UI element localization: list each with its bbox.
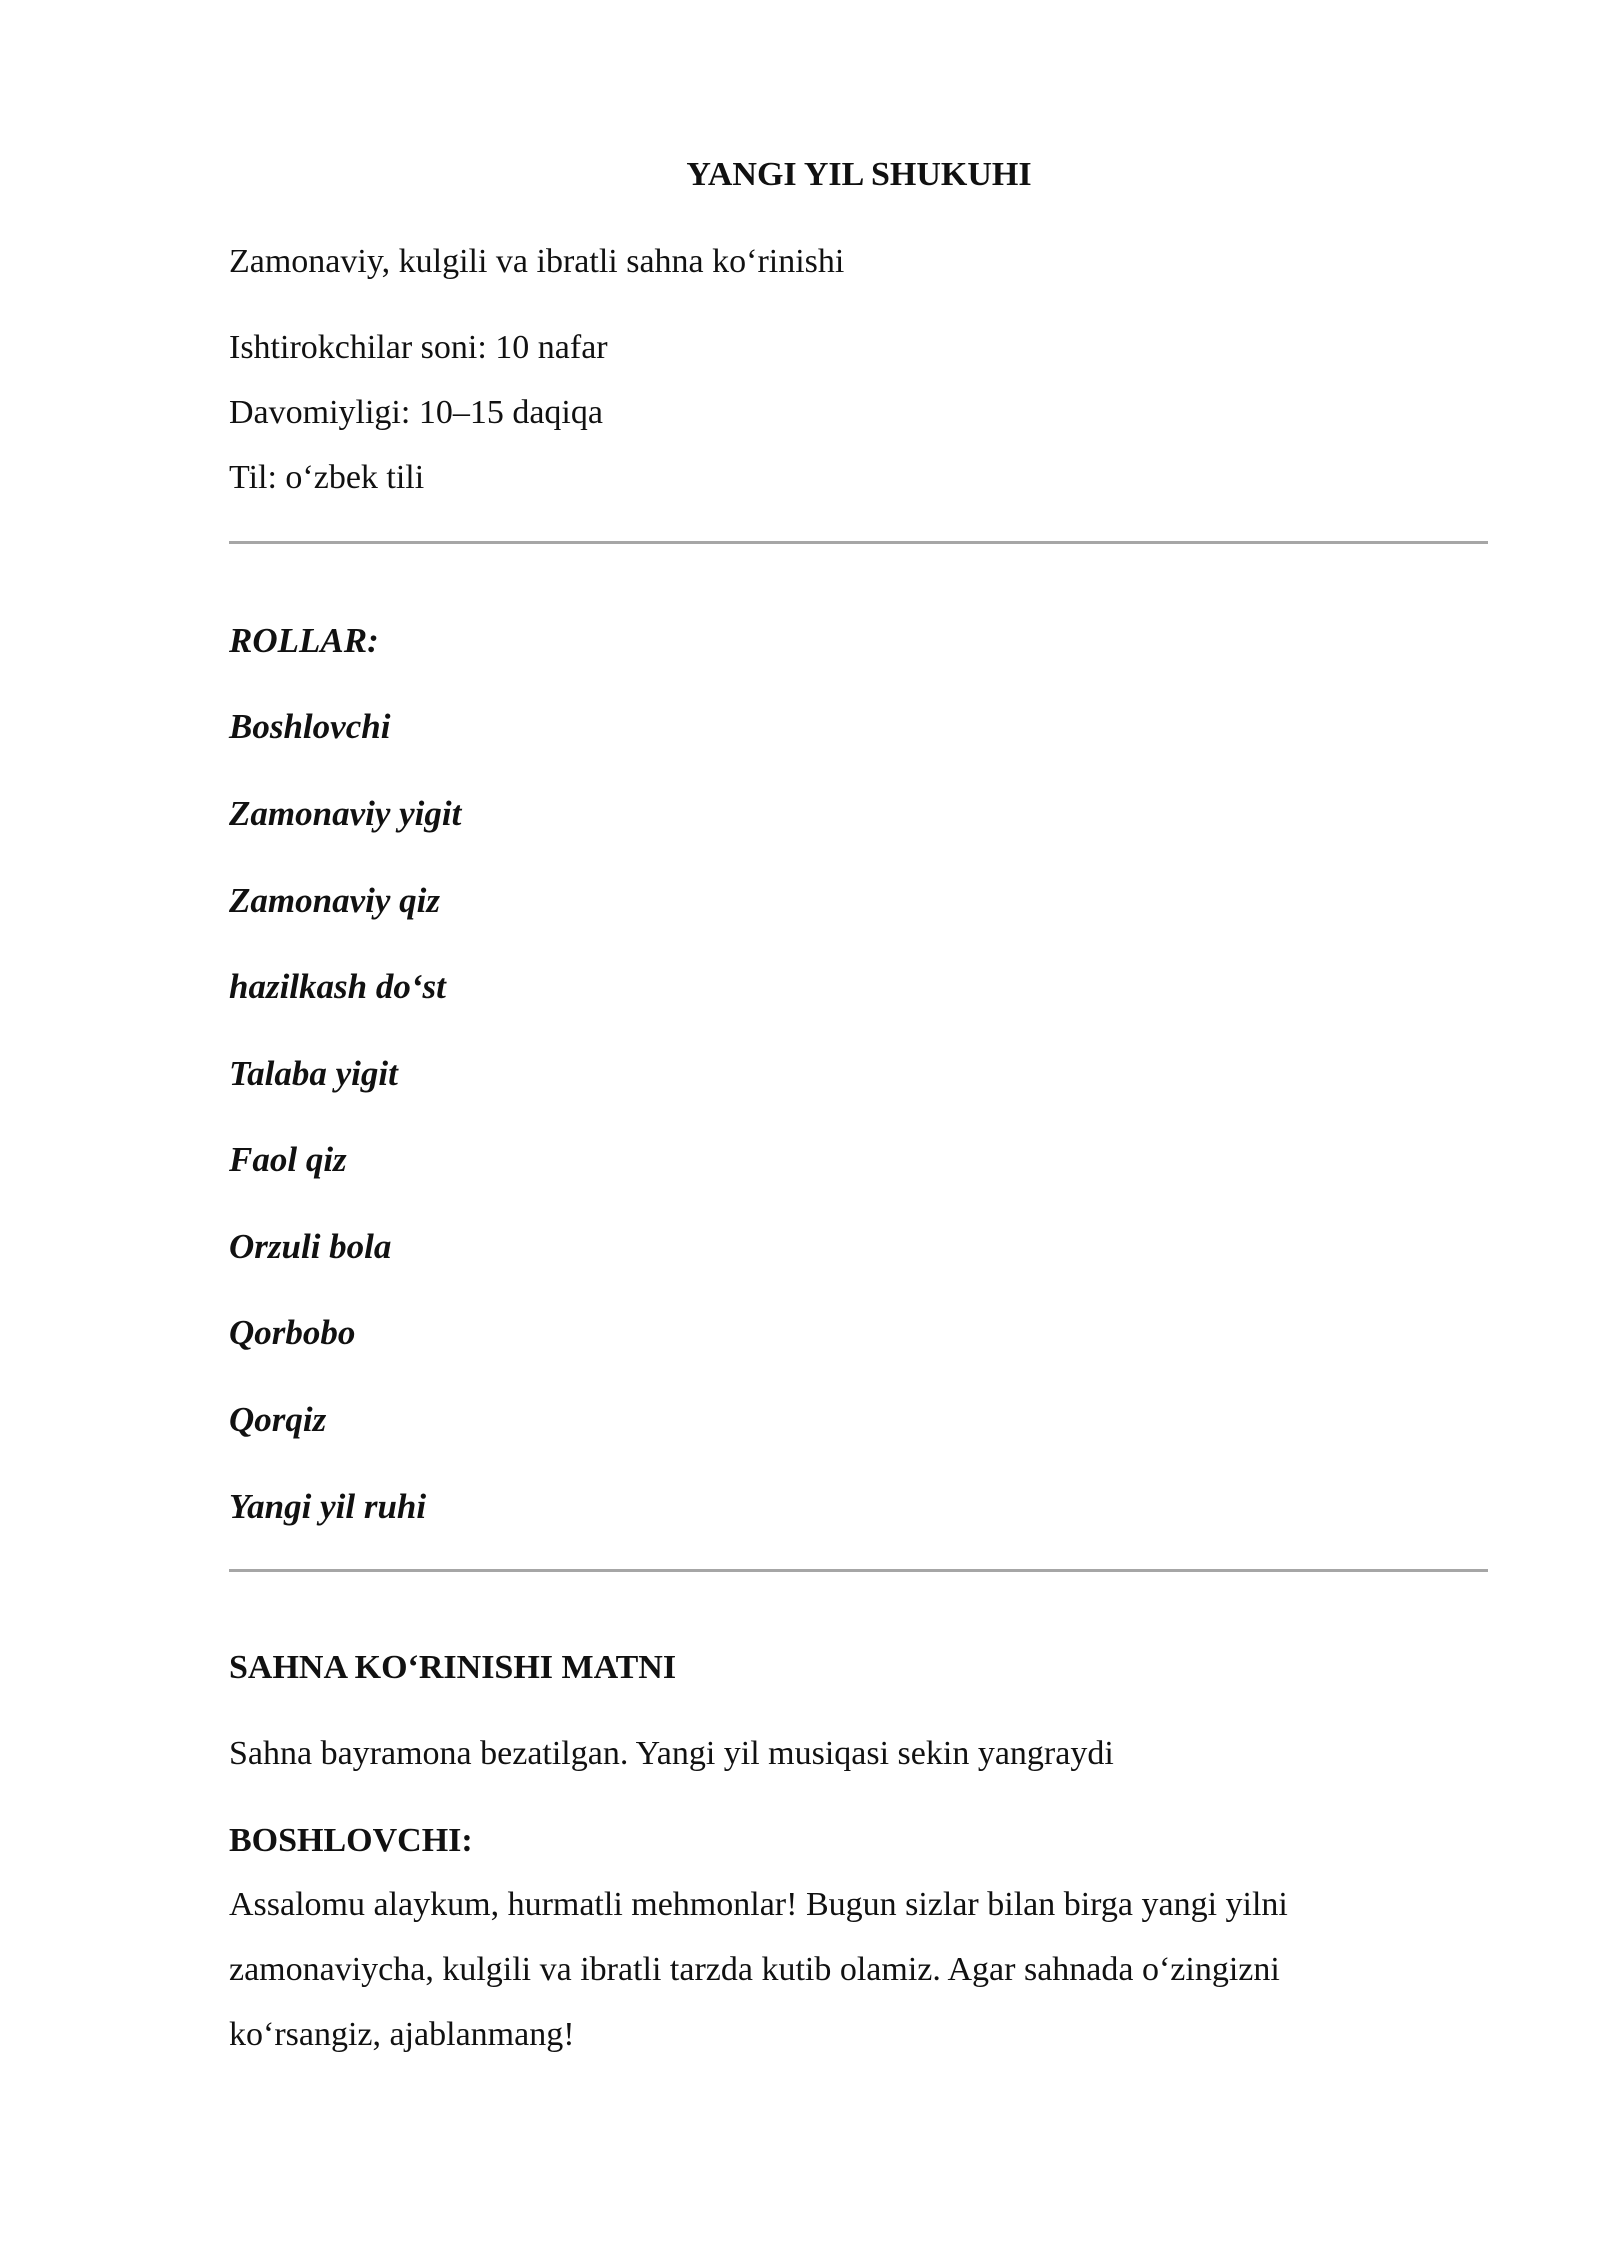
role-item: hazilkash do‘st bbox=[229, 967, 446, 1006]
document-title: YANGI YIL SHUKUHI bbox=[686, 156, 1032, 193]
role-item: Orzuli bola bbox=[229, 1227, 392, 1266]
role-item: Yangi yil ruhi bbox=[229, 1487, 427, 1526]
divider-bottom bbox=[229, 1569, 1488, 1572]
document-subtitle: Zamonaviy, kulgili va ibratli sahna ko‘rinishi bbox=[229, 243, 845, 280]
scene-heading: SAHNA KO‘RINISHI MATNI bbox=[229, 1649, 677, 1686]
role-item: Talaba yigit bbox=[229, 1054, 398, 1093]
divider-top bbox=[229, 541, 1488, 544]
role-item: Qorbobo bbox=[229, 1313, 356, 1352]
dialogue-line: ko‘rsangiz, ajablanmang! bbox=[229, 2016, 575, 2053]
roles-heading: ROLLAR: bbox=[229, 621, 379, 660]
participants-count: Ishtirokchilar soni: 10 nafar bbox=[229, 329, 608, 366]
dialogue-line: zamonaviycha, kulgili va ibratli tarzda kutib olamiz. Agar sahnada o‘zingizni bbox=[229, 1951, 1280, 1988]
dialogue-line: Assalomu alaykum, hurmatli mehmonlar! Bugun sizlar bilan birga yangi yilni bbox=[229, 1886, 1288, 1923]
duration: Davomiyligi: 10–15 daqiqa bbox=[229, 394, 603, 431]
stage-direction: Sahna bayramona bezatilgan. Yangi yil musiqasi sekin yangraydi bbox=[229, 1735, 1114, 1772]
language: Til: o‘zbek tili bbox=[229, 459, 425, 496]
role-item: Qorqiz bbox=[229, 1400, 327, 1439]
speaker-label: BOSHLOVCHI: bbox=[229, 1822, 473, 1859]
role-item: Faol qiz bbox=[229, 1140, 347, 1179]
role-item: Zamonaviy yigit bbox=[229, 794, 462, 833]
role-item: Zamonaviy qiz bbox=[229, 881, 440, 920]
role-item: Boshlovchi bbox=[229, 707, 391, 746]
